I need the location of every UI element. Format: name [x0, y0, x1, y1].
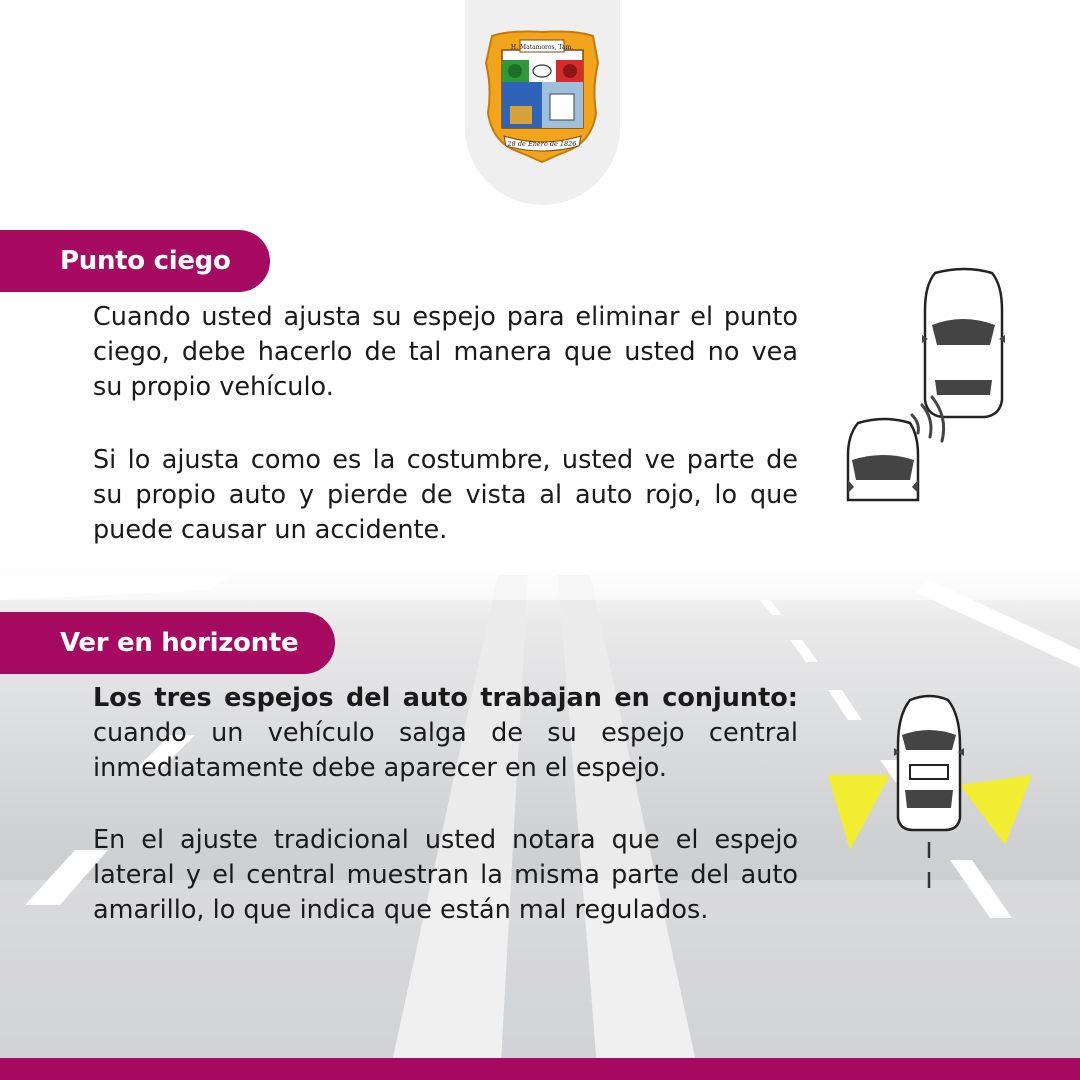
section-title-punto-ciego [0, 230, 270, 292]
section-2-paragraph-2 [93, 823, 798, 928]
section-1-paragraph-2 [93, 443, 798, 548]
mirror-view-car-icon [820, 690, 1035, 890]
blind-spot-cars-icon [840, 265, 1015, 510]
paragraph-text: Cuando usted ajusta su espejo para eliminar el punto ciego, debe hacerlo de tal manera que usted no vea su propio vehículo. [93, 302, 798, 402]
section-title-text: Ver en horizonte [60, 628, 299, 658]
logo-motto-text: 28 de Enero de 1826 [507, 140, 577, 148]
section-title-ver-en-horizonte [0, 612, 335, 674]
city-coat-of-arms-icon [480, 28, 605, 163]
section-1-paragraph-1 [93, 300, 798, 405]
paragraph-text: cuando un vehículo salga de su espejo central inmediatamente debe aparecer en el espejo. [93, 718, 798, 783]
logo-banner-text: H. Matamoros, Tam. [510, 44, 574, 51]
paragraph-bold-lead: Los tres espejos del auto trabajan en conjunto: [93, 683, 798, 713]
section-2-paragraph-1 [93, 681, 798, 786]
bottom-accent-bar [0, 1058, 1080, 1080]
paragraph-text: Si lo ajusta como es la costumbre, usted ve parte de su propio auto y pierde de vista al auto rojo, lo que puede causar un accidente. [93, 445, 798, 545]
section-title-text: Punto ciego [60, 246, 231, 276]
paragraph-text: En el ajuste tradicional usted notara que el espejo lateral y el central muestran la misma parte del auto amarillo, lo que indica que están mal regulados. [93, 825, 798, 925]
